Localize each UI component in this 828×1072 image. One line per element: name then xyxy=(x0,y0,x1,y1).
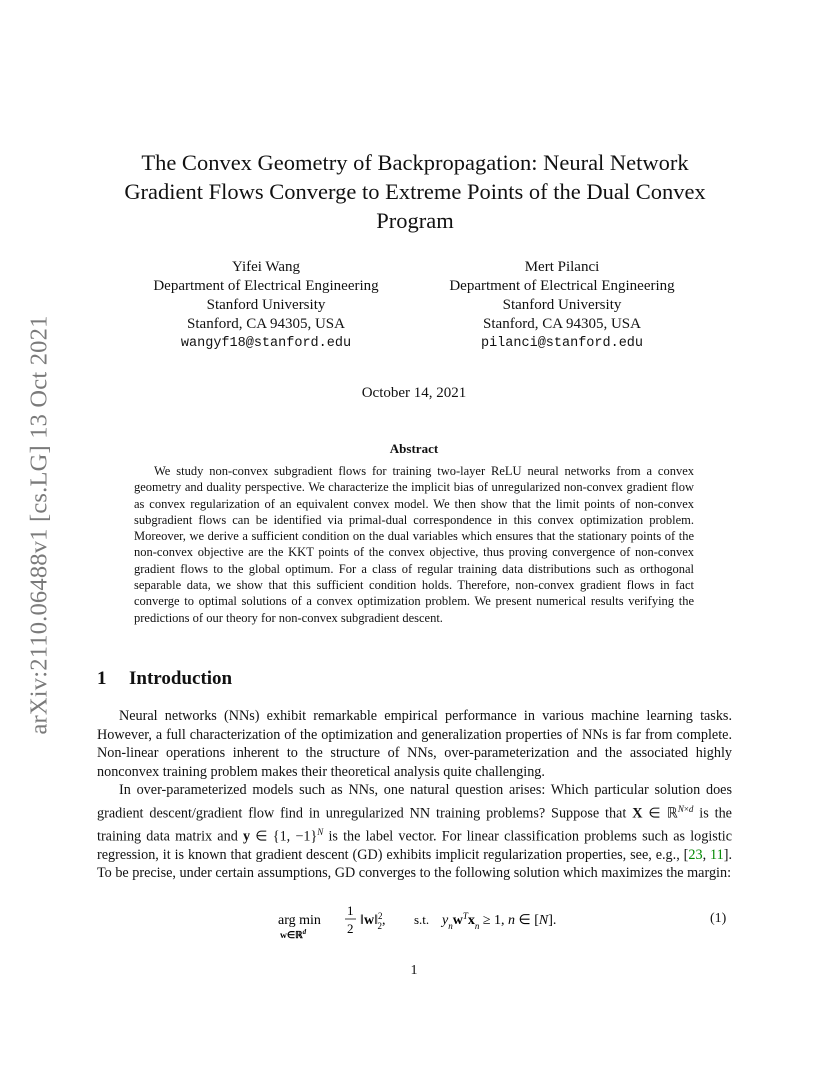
author-dept: Department of Electrical Engineering xyxy=(449,278,675,294)
eq-norm: ‖w‖$^2$ $_2$, xyxy=(360,911,386,931)
section-number: 1 xyxy=(97,668,107,689)
equation xyxy=(270,902,590,942)
citation-link[interactable]: 11 xyxy=(710,846,724,863)
author-block xyxy=(412,258,712,353)
paper-date: October 14, 2021 xyxy=(361,385,467,401)
author-univ: Stanford University xyxy=(206,297,326,313)
title-line: Gradient Flows Converge to Extreme Points of the Dual Convex xyxy=(124,179,706,204)
author-email[interactable]: pilanci@stanford.edu xyxy=(480,336,644,351)
eq-subscript: w∈ℝ$^d$ xyxy=(280,928,307,941)
author-address: Stanford, CA 94305, USA xyxy=(483,316,641,332)
author-address: Stanford, CA 94305, USA xyxy=(187,316,345,332)
author-name: Yifei Wang xyxy=(231,259,301,275)
abstract-heading: Abstract xyxy=(389,441,439,456)
paragraph: In over-parameterized models such as NNs, one natural question arises: Which particular solution does gradient descent/gradient flow find in unregularized NN training problems? Suppose that X ∈ ℝ$^{N\times d}$ is the training data matrix and y ∈ {1, −1}$^N$ is the label vector. For linear classification problems such as logistic regression, it is known that gradient descent (GD) exhibits implicit regularization properties, see, e.g., [23, 11]. To be precise, under certain assumptions, GD converges to the following solution which maximizes the margin: xyxy=(97,782,733,882)
eq-argmin: arg min xyxy=(278,913,321,928)
math-inline: y xyxy=(242,828,251,845)
paragraph: Neural networks (NNs) exhibit remarkable empirical performance in various machine learning tasks. However, a full characterization of the optimization and generalization properties of NNs is far from complete. Non-linear operations inherent to the structure of NNs, over-parameterization and the associated highly nonconvex training problem makes their theoretical analysis quite challenging. xyxy=(97,708,732,780)
math-inline: X xyxy=(632,805,643,822)
paper-title xyxy=(90,148,740,235)
arxiv-stamp xyxy=(20,290,60,760)
section-title: Introduction xyxy=(129,668,233,689)
arxiv-stamp-text: arXiv:2110.06488v1 [cs.LG] 13 Oct 2021 xyxy=(26,315,54,735)
abstract-text: We study non-convex subgradient flows for training two-layer ReLU neural networks from a convex geometry and duality perspective. We characterize the implicit bias of unregularized non-convex gradient flow as convex regularization of an equivalent convex model. We then show that the limit points of non-convex subgradient flows can be identified via primal-dual correspondence in this convex optimization problem. Moreover, we derive a sufficient condition on the dual variables which ensures that the stationary points of the non-convex objective are the KKT points of the convex objective, thus proving convergence of non-convex gradient flows to the global optimum. For a class of regular training data distributions such as orthogonal separable data, we show that this sufficient condition holds. Therefore, non-convex gradient flows in fact converge to optimal solutions of a convex optimization problem. We present numerical results verifying the predictions of our theory for non-convex subgradient descent. xyxy=(134,464,694,625)
author-block xyxy=(116,258,416,353)
author-name: Mert Pilanci xyxy=(524,259,600,275)
eq-constraint: $y_nw^Tx_n \ge 1$, n ∈ [N]. xyxy=(442,911,557,931)
title-line: Program xyxy=(376,208,454,233)
author-email[interactable]: wangyf18@stanford.edu xyxy=(180,336,352,351)
section-heading xyxy=(97,668,232,690)
body-text xyxy=(97,707,732,883)
page-number: 1 xyxy=(410,963,418,978)
citation-link[interactable]: 23 xyxy=(688,846,703,863)
author-dept: Department of Electrical Engineering xyxy=(153,278,379,294)
eq-frac-den: 2 xyxy=(347,921,354,936)
eq-frac-num: 1 xyxy=(347,903,354,918)
eq-st: s.t. xyxy=(414,912,430,927)
title-line: The Convex Geometry of Backpropagation: Neural Network xyxy=(141,150,689,175)
author-univ: Stanford University xyxy=(502,297,622,313)
equation-number: (1) xyxy=(710,911,727,926)
